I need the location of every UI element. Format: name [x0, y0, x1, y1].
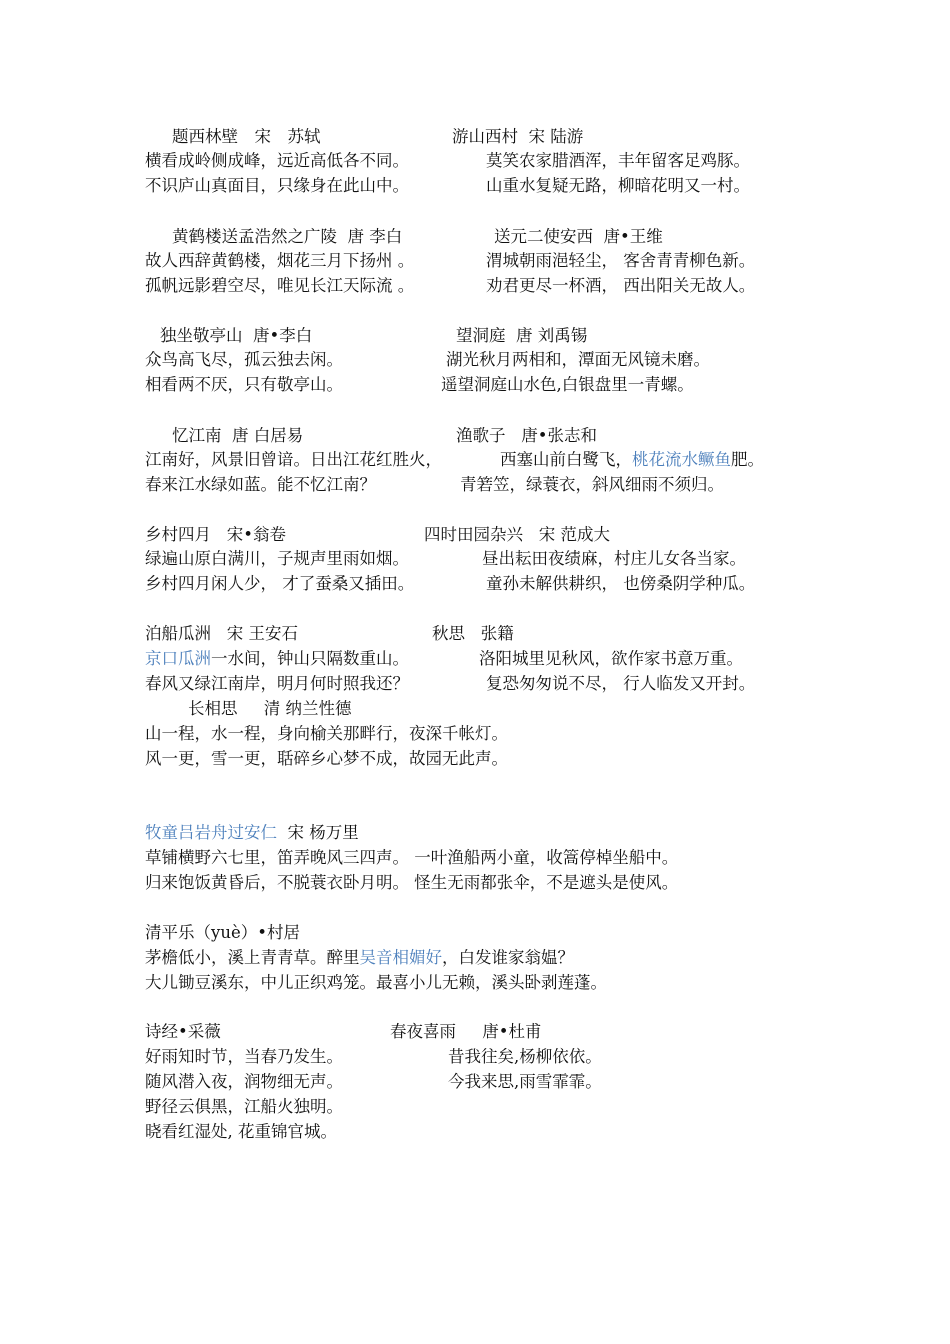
- poem-line-yugezi-1: [500, 449, 764, 471]
- poem-line: 好雨知时节，当春乃发生。: [145, 1047, 343, 1066]
- poem-line: 草铺横野六七里，笛弄晚风三四声。 一叶渔船两小童，收篙停棹坐船中。: [145, 848, 679, 867]
- poem-line: 复恐匆匆说不尽， 行人临发又开封。: [486, 674, 756, 693]
- poem-title-huanghelou: 黄鹤楼送孟浩然之广陵 唐 李白: [172, 227, 403, 246]
- poem-line-text: 一水间，钟山只隔数重山。: [211, 649, 409, 668]
- poem-line: 晓看红湿处, 花重锦官城。: [145, 1122, 337, 1141]
- poem-line: 今我来思,雨雪霏霏。: [448, 1072, 602, 1091]
- poem-title-bochuanguazhou: 泊船瓜洲 宋 王安石: [145, 624, 298, 643]
- poem-line: 众鸟高飞尽，孤云独去闲。: [145, 350, 343, 369]
- poem-line: 劝君更尽一杯酒， 西出阳关无故人。: [486, 276, 756, 295]
- poem-line-text: 茅檐低小，溪上青青草。醉里: [145, 948, 360, 967]
- poem-title-qiusi: 秋思 张籍: [432, 624, 514, 643]
- poem-link-jingkou[interactable]: 京口瓜洲: [145, 649, 211, 668]
- poem-line: 莫笑农家腊酒浑，丰年留客足鸡豚。: [486, 151, 750, 170]
- poem-title-xiangcunsiyue: 乡村四月 宋•翁卷: [145, 525, 286, 544]
- poem-line: 横看成岭侧成峰，远近高低各不同。: [145, 151, 409, 170]
- poem-line: 遥望洞庭山水色,白银盘里一青螺。: [441, 375, 694, 394]
- poem-line: 昼出耘田夜绩麻，村庄儿女各当家。: [482, 549, 746, 568]
- poem-line: 乡村四月闲人少， 才了蚕桑又插田。: [145, 574, 415, 593]
- poem-line: 随风潜入夜，润物细无声。: [145, 1072, 343, 1091]
- poem-link-taohua[interactable]: 桃花流水鳜鱼: [632, 450, 731, 469]
- poem-title-qingpingyue: 清平乐（yuè）•村居: [145, 923, 300, 942]
- poem-line: 渭城朝雨浥轻尘， 客舍青青柳色新。: [486, 251, 756, 270]
- poem-link-wuyin[interactable]: 吴音相媚好: [359, 948, 442, 967]
- poem-line-qingpingyue-1: [145, 947, 574, 969]
- poem-title-caiwei: 诗经•采薇: [145, 1022, 221, 1041]
- poem-title-yugezi: 渔歌子 唐•张志和: [456, 426, 597, 445]
- poem-line: 不识庐山真面目，只缘身在此山中。: [145, 176, 409, 195]
- poem-line: 绿遍山原白满川，子规声里雨如烟。: [145, 549, 409, 568]
- poem-line: 大儿锄豆溪东，中儿正织鸡笼。最喜小儿无赖，溪头卧剥莲蓬。: [145, 973, 607, 992]
- poem-title-wangdongting: 望洞庭 唐 刘禹锡: [456, 326, 588, 345]
- poem-title-songyuaner: 送元二使安西 唐•王维: [494, 227, 663, 246]
- poem-title-mutong: [145, 822, 359, 844]
- poem-line: 山重水复疑无路，柳暗花明又一村。: [486, 176, 750, 195]
- poem-title-tixilinbi: 题西林壁 宋 苏轼: [172, 127, 321, 146]
- poem-title-chunyexiyu: 春夜喜雨 唐•杜甫: [390, 1022, 542, 1041]
- poem-line: 归来饱饭黄昏后，不脱蓑衣卧月明。 怪生无雨都张伞，不是遮头是使风。: [145, 873, 679, 892]
- poem-line: 江南好，风景旧曾谙。日出江花红胜火，: [145, 450, 442, 469]
- poem-line-text: 西塞山前白鹭飞，: [500, 450, 632, 469]
- poem-line: 故人西辞黄鹤楼，烟花三月下扬州 。: [145, 251, 415, 270]
- poem-line: 孤帆远影碧空尽，唯见长江天际流 。: [145, 276, 415, 295]
- poem-title-duzuojingtingshan: 独坐敬亭山 唐•李白: [160, 326, 313, 345]
- poem-line: 风一更，雪一更，聒碎乡心梦不成，故园无此声。: [145, 749, 508, 768]
- poem-title-author: 宋 杨万里: [277, 823, 359, 842]
- poem-line-bochuan-1: [145, 648, 409, 670]
- poem-line: 春风又绿江南岸，明月何时照我还？: [145, 674, 409, 693]
- poem-line: 童孙未解供耕织， 也傍桑阴学种瓜。: [486, 574, 756, 593]
- poem-title-sishitianyuan: 四时田园杂兴 宋 范成大: [424, 525, 610, 544]
- poem-line: 野径云俱黑，江船火独明。: [145, 1097, 343, 1116]
- poem-line-text: ，白发谁家翁媪？: [442, 948, 574, 967]
- poem-link-mutong[interactable]: 牧童吕岩舟过安仁: [145, 823, 277, 842]
- poem-line: 春来江水绿如蓝。能不忆江南？: [145, 475, 376, 494]
- poem-line: 青箬笠，绿蓑衣，斜风细雨不须归。: [460, 475, 724, 494]
- poem-title-yijiangnan: 忆江南 唐 白居易: [172, 426, 304, 445]
- poem-title-changxiangsi: 长相思 清 纳兰性德: [188, 699, 352, 718]
- poem-line: 山一程，水一程，身向榆关那畔行，夜深千帐灯。: [145, 724, 508, 743]
- poem-line-text: 肥。: [731, 450, 764, 469]
- poem-line: 湖光秋月两相和，潭面无风镜未磨。: [446, 350, 710, 369]
- poem-line: 相看两不厌，只有敬亭山。: [145, 375, 343, 394]
- poem-line: 昔我往矣,杨柳依依。: [448, 1047, 602, 1066]
- poem-line: 洛阳城里见秋风，欲作家书意万重。: [479, 649, 743, 668]
- poem-title-youshanxicun: 游山西村 宋 陆游: [452, 127, 584, 146]
